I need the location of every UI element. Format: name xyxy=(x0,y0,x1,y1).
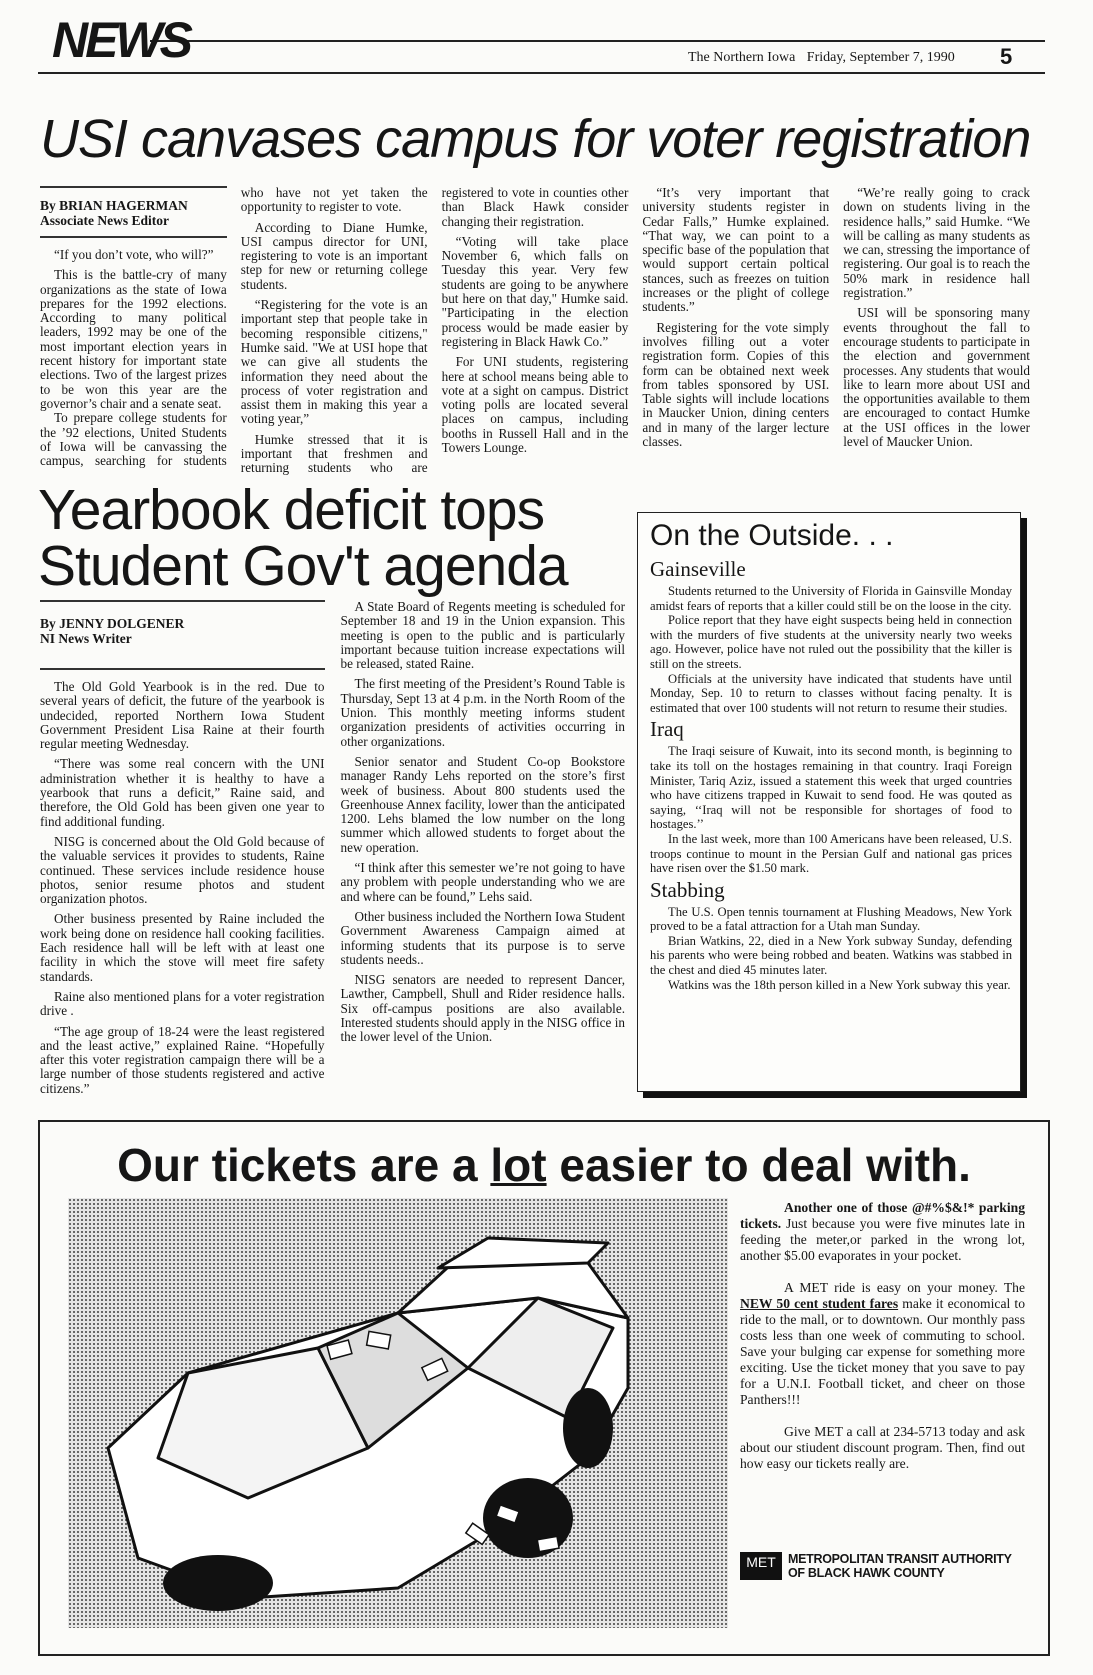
paragraph: “The age group of 18-24 were the least registered and the least active,” explained Raine. “Hopefully after this voter registration campaign there will be a large number of those students registered and active citizens.” xyxy=(40,1023,325,1096)
ad-text: A MET ride is easy on your money. The xyxy=(784,1280,1025,1295)
ad-lead: Another one of those @#%$&!* parking tickets. xyxy=(740,1200,1025,1231)
paragraph: Registering for the vote simply involves filling out a voter registration form. Copies of this form can be obtained next week from tables sponsored by USI. Table sights will include locations in Maucker Union, dining centers and in many of the larger lecture classes. xyxy=(642,319,830,450)
paragraph: A State Board of Regents meeting is scheduled for September 18 and 19 in the Union expansion. This meeting is open to the public and is particularly important because tuition increase expectations will be released, stated Raine. xyxy=(340,599,625,672)
paragraph: The U.S. Open tennis tournament at Flushing Meadows, New York proved to be a fatal attraction for a Utah man Sunday. xyxy=(650,904,1012,934)
ticketed-car-icon xyxy=(68,1198,728,1628)
met-logo xyxy=(740,1552,1012,1580)
paragraph: Officials at the university have indicated that students have until Monday, Sep. 10 to return to classes without facing penalty. It is estimated that over 100 students will not return to resume their studies. xyxy=(650,671,1012,715)
paragraph: The first meeting of the President’s Round Table is Thursday, Sept 13 at 4 p.m. in the North Room of the Union. This monthly meeting informs student organization presidents of activities occurring in other organizations. xyxy=(340,676,625,749)
paragraph: “I think after this semester we’re not going to have any problem with people understanding who we are and where can be found,” Lehs said. xyxy=(340,860,625,904)
paragraph: This is the battle-cry of many organizations as the state of Iowa prepares for the 1992 elections. According to many political leaders, 1992 may be one of the most important election years in recent history for important state elections. Two of the largest prizes to be won this year are the governor’s chair and a senate seat. xyxy=(40,267,227,411)
fare-highlight: NEW 50 cent student fares xyxy=(740,1296,899,1311)
organization-name xyxy=(788,1552,1012,1580)
brief-heading: Gainseville xyxy=(650,557,746,581)
org-line: OF BLACK HAWK COUNTY xyxy=(788,1566,945,1580)
bus-logo-icon: MET xyxy=(740,1552,782,1580)
car-illustration xyxy=(68,1198,728,1628)
article-body xyxy=(40,600,625,1100)
paragraph: “Voting will take place November 6, which falls on Tuesday this year. Very few students are going to be anywhere but here on that day," Humke said. "Participating in the election process would be made easier by registering in Black Hawk Co.” xyxy=(441,233,629,349)
sidebar-title: On the Outside. . . xyxy=(650,519,894,552)
paragraph: USI will be sponsoring many events throughout the fall to encourage students to participate in the election and government processes. Any students that would like to learn more about USI and the opportunities available to them are encouraged to contact Humke at the USI offices in the lower level of Maucker Union. xyxy=(843,305,1030,450)
paper-info xyxy=(680,50,955,66)
paragraph: “There was some real concern with the UNI administration whether it is healthy to have a yearbook that runs a deficit,” Raine said, and therefore, the Old Gold has been given one year to find additional funding. xyxy=(40,756,325,829)
headline-emphasis: lot xyxy=(490,1139,547,1191)
paragraph: The Iraqi seisure of Kuwait, into its second month, is beginning to take its toll on the hostages remaining in that country. Iraqi Foreign Minister, Tariq Aziz, issued a statement this week that urged countries who have citizens trapped in Kuwait to send food. He was qouted as saying, ‘‘Iraq will not be responsible for shortages of food to hostages.’’ xyxy=(650,744,1012,832)
met-advertisement xyxy=(38,1120,1050,1656)
issue-date: Friday, September 7, 1990 xyxy=(806,50,955,65)
news-brief-sidebar xyxy=(637,512,1021,1092)
paragraph: Senior senator and Student Co-op Bookstore manager Randy Lehs reported on the store’s first week of business. About 800 students used the Greenhouse Annex facility, lower than the anticipated 1200. Lehs blamed the low number on the long summer which allowed students to forget about the new operation. xyxy=(340,753,625,855)
article-headline xyxy=(38,478,568,598)
paragraph: NISG is concerned about the Old Gold because of the valuable services it provides to students, Raine continued. These services include residence house photos, senior resume photos and student organization photos. xyxy=(40,833,325,907)
paper-name: The Northern Iowa xyxy=(688,50,796,65)
ad-copy xyxy=(740,1200,1025,1488)
brief-heading: Iraq xyxy=(650,717,684,742)
byline xyxy=(40,186,227,238)
paragraph: Other business presented by Raine included the work being done on residence hall cooking facilities. Each residence hall will be left with at least one facility in which the stove will meet fire safety standards. xyxy=(40,911,325,984)
paragraph: In the last week, more than 100 Americans have been released, U.S. troops continue to mount in the Persian Gulf and national gas prices have risen over the $1.50 mark. xyxy=(650,831,1012,876)
ad-headline xyxy=(40,1138,1048,1192)
paragraph: “If you don’t vote, who will?” xyxy=(54,247,214,262)
author: By BRIAN HAGERMAN xyxy=(40,198,188,213)
paragraph: “We’re really going to crack down on students living in the residence halls,” said Humke. “We will be calling as many students as we can, stressing the importance of registering. Our goal is to reach the 50% mark in residence hall registration.” xyxy=(843,185,1030,301)
paragraph: “Registering for the vote is an important step that people take in becoming responsible citizens," Humke said. "We at USI hope that we can give all students the information they need about the process of voter registration and assist them in making this year a voting year,” xyxy=(240,297,428,427)
ad-paragraph xyxy=(740,1200,1025,1264)
org-line: METROPOLITAN TRANSIT AUTHORITY xyxy=(788,1552,1012,1566)
author: By JENNY DOLGENER xyxy=(40,616,185,631)
paragraph: Students returned to the University of Florida in Gainsville Monday amidst fears of reports that a killer could still be on the loose in the city. xyxy=(650,584,1012,613)
paragraph: For UNI students, registering here at school means being able to vote at a sight on campus. District voting polls are located several places on campus, including booths in Russell Hall and in the Towers Lounge. xyxy=(441,354,629,456)
brief-heading: Stabbing xyxy=(650,877,725,902)
article-body xyxy=(40,186,1030,476)
paragraph: Watkins was the 18th person killed in a New York subway this year. xyxy=(668,977,1011,992)
paragraph: The Old Gold Yearbook is in the red. Due to several years of deficit, the future of the yearbook is undecided, reported Northern Iowa Student Government President Lisa Raine at their fourth regular meeting Wednesday. xyxy=(40,679,325,752)
masthead-rule xyxy=(38,72,1045,74)
headline-line: Yearbook deficit tops xyxy=(38,478,545,542)
page-number: 5 xyxy=(1000,44,1013,69)
author-role: NI News Writer xyxy=(40,631,132,646)
paragraph: Brian Watkins, 22, died in a New York subway Sunday, defending his parents who were being robbed and beaten. Watkins was stabbed in the chest and died 45 minutes later. xyxy=(650,933,1012,978)
section-logo: NEWS xyxy=(52,12,190,68)
masthead-rule xyxy=(150,40,1045,42)
paragraph: To prepare college students for the ’92 elections, United Students of Iowa will be canvassing the campus, searching for students who have not yet taken the opportunity to register to vote. xyxy=(40,185,428,469)
headline-line: Student Gov't agenda xyxy=(38,534,568,598)
paragraph: According to Diane Humke, USI campus director for UNI, registering to vote is an important step for new or returning college students. xyxy=(240,219,428,292)
headline-text: Our tickets are a xyxy=(117,1139,491,1191)
paragraph: NISG senators are needed to represent Dancer, Lawther, Campbell, Shull and Rider residence halls. Six off-campus positions are also available. Interested students should apply in the NISG office in the lower level of the Union. xyxy=(340,972,625,1045)
paragraph: “It’s very important that university students register in Cedar Falls,” Humke explained. “That way, we can point to a specific base of the population that would support certain poltical stances, such as freezes on tuition increases or the plight of college students.” xyxy=(642,185,830,315)
paragraph: Raine also mentioned plans for a voter registration drive . xyxy=(40,988,325,1019)
ad-text: Just because you were five minutes late in feeding the meter,or parked in the wrong lot, another $5.00 evaporates in your pocket. xyxy=(740,1216,1025,1263)
byline xyxy=(40,600,325,670)
paragraph: Police report that they have eight suspects being held in connection with the murders of five students at the university nearly two weeks ago. However, police have not ruled out the possibility that the killer is still on the streets. xyxy=(650,613,1012,671)
paragraph: Humke stressed that it is important that freshmen and returning students who are registered to vote in counties other than Black Hawk consider changing their registration. xyxy=(240,185,629,476)
paragraph: Other business included the Northern Iowa Student Government Awareness Campaign aimed at informing students that its purpose is to serve students needs.. xyxy=(340,908,625,967)
author-role: Associate News Editor xyxy=(40,213,169,228)
ad-text: make it economical to ride to the mall, or to downtown. Our monthly pass costs less than one week of commuting to school. Save your bulging car expense for something more exciting. Use the ticket money that you save to pay for a U.N.I. Football ticket, and cheer on those Panthers!!! xyxy=(740,1296,1025,1407)
headline-text: easier to deal with. xyxy=(546,1139,971,1191)
ad-paragraph xyxy=(740,1280,1025,1408)
ad-paragraph: Give MET a call at 234-5713 today and ask about our stiudent discount program. Then, find out how easy our tickets really are. xyxy=(740,1424,1025,1471)
article-headline: USI canvases campus for voter registration xyxy=(40,109,1031,169)
